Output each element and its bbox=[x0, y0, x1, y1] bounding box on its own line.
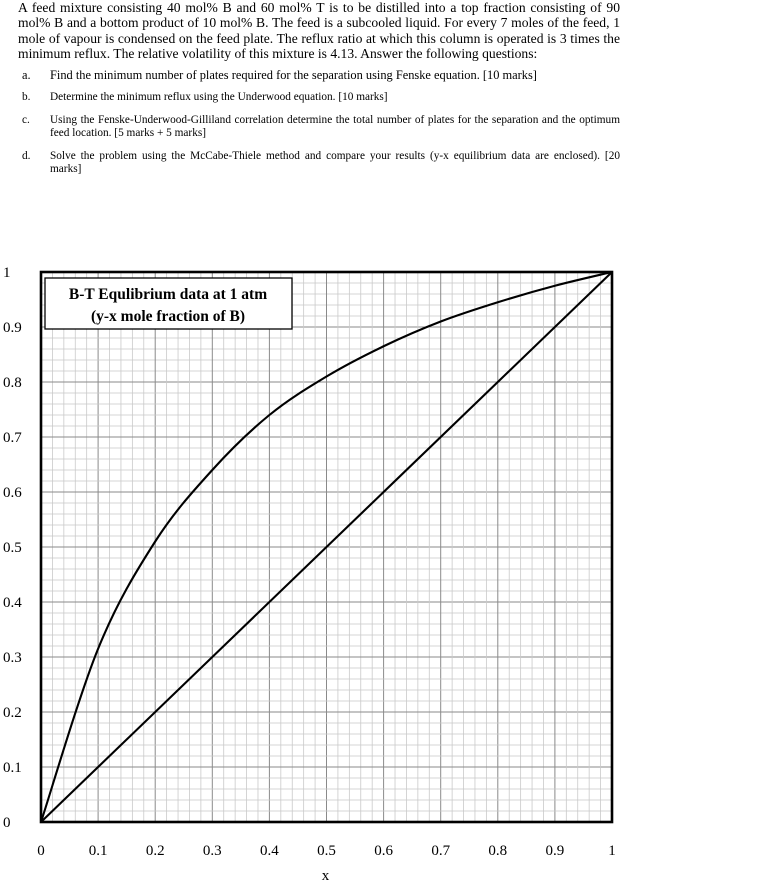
question-a bbox=[18, 69, 620, 82]
x-tick-label: 0.2 bbox=[145, 843, 165, 859]
question-letter: d. bbox=[22, 149, 31, 162]
x-tick-label: 0.1 bbox=[88, 843, 108, 859]
y-tick-label: 0.9 bbox=[3, 320, 22, 336]
x-tick-label: 0.4 bbox=[260, 843, 279, 859]
question-text: Using the Fenske-Underwood-Gilliland correlation determine the total number of plates for the separation and the optimum feed location. [5 marks + 5 marks] bbox=[50, 114, 620, 140]
y-tick-label: 0.2 bbox=[3, 705, 22, 721]
x-tick-label: 0.6 bbox=[374, 843, 393, 859]
y-tick-labels bbox=[3, 265, 22, 831]
question-letter: c. bbox=[22, 114, 30, 127]
y-tick-label: 0.4 bbox=[3, 595, 22, 611]
equilibrium-chart bbox=[0, 262, 765, 885]
question-c bbox=[18, 114, 620, 140]
legend-box bbox=[45, 278, 292, 329]
question-letter: b. bbox=[22, 91, 31, 104]
y-tick-label: 0.6 bbox=[3, 485, 22, 501]
y-tick-label: 0.5 bbox=[3, 540, 22, 556]
x-tick-label: 1 bbox=[608, 843, 616, 859]
question-text: Solve the problem using the McCabe-Thiele method and compare your results (y-x equilibrium data are enclosed). [20 marks] bbox=[50, 149, 620, 175]
x-tick-labels bbox=[37, 843, 616, 859]
question-text: Determine the minimum reflux using the Underwood equation. [10 marks] bbox=[50, 91, 388, 104]
question-letter: a. bbox=[22, 67, 31, 82]
x-axis-label: x bbox=[321, 868, 330, 884]
x-tick-label: 0.7 bbox=[431, 843, 451, 859]
y-tick-label: 0.3 bbox=[3, 650, 22, 666]
x-tick-label: 0.5 bbox=[317, 843, 336, 859]
x-tick-label: 0.8 bbox=[488, 843, 508, 859]
question-b bbox=[18, 91, 620, 104]
x-tick-label: 0.9 bbox=[545, 843, 565, 859]
chart-subtitle: (y-x mole fraction of B) bbox=[90, 308, 246, 325]
y-tick-label: 1 bbox=[3, 265, 11, 281]
x-tick-label: 0.3 bbox=[202, 843, 222, 859]
problem-intro: A feed mixture consisting 40 mol% B and 60 mol% T is to be distilled into a top fraction consisting of 90 mol% B and a bottom product of 10 mol% B. The feed is a subcooled liquid. For every 7 moles of the feed, 1 mole of vapour is condensed on the feed plate. The reflux ratio at which this column is operated is 3 times the minimum reflux. The relative volatility of this mixture is 4.13. Answer the following questions: bbox=[18, 0, 620, 62]
chart-title: B-T Equlibrium data at 1 atm bbox=[68, 286, 268, 303]
y-tick-label: 0.1 bbox=[3, 760, 22, 776]
question-d bbox=[18, 150, 620, 176]
question-text: Find the minimum number of plates required for the separation using Fenske equation. [10 marks] bbox=[50, 67, 537, 82]
y-tick-label: 0 bbox=[3, 815, 11, 831]
problem-statement bbox=[18, 0, 620, 185]
x-tick-label: 0 bbox=[37, 843, 45, 859]
y-tick-label: 0.7 bbox=[3, 430, 22, 446]
question-list bbox=[18, 69, 620, 176]
y-tick-label: 0.8 bbox=[3, 375, 22, 391]
